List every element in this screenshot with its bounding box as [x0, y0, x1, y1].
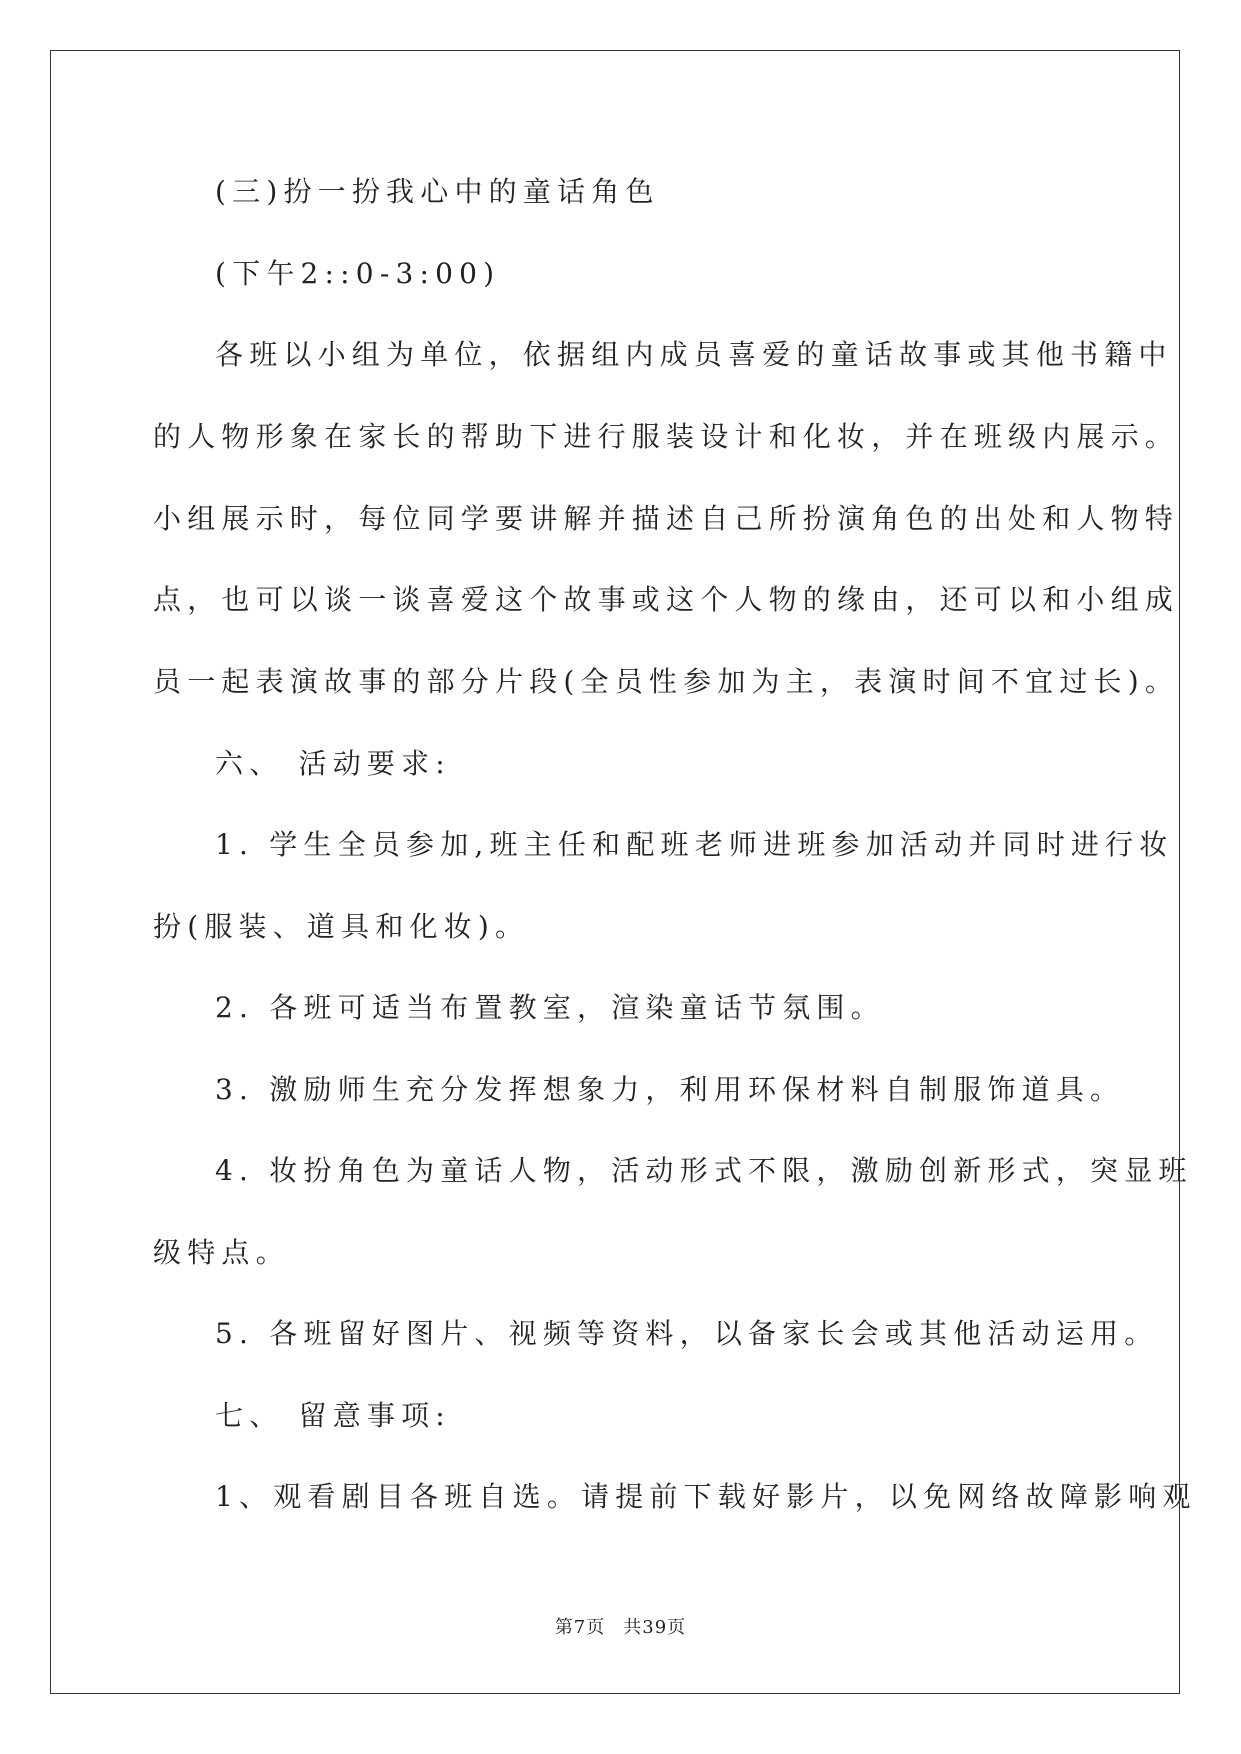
page-number: 第7页	[554, 1617, 606, 1638]
list-item-4: 4. 妆扮角色为童话人物，活动形式不限，激励创新形式，突显班	[215, 1154, 1193, 1187]
list-item-4-continued: 级特点。	[153, 1236, 290, 1269]
paragraph-line: 各班以小组为单位，依据组内成员喜爱的童话故事或其他书籍中	[215, 338, 1173, 371]
paragraph-line: 的人物形象在家长的帮助下进行服装设计和化妆，并在班级内展示。	[153, 420, 1180, 453]
section-heading-3: (三)扮一扮我心中的童话角色	[215, 175, 660, 208]
time-range: (下午2::0-3:00)	[215, 257, 501, 290]
list-item-2: 2. 各班可适当布置教室，渲染童话节氛围。	[215, 991, 885, 1024]
list-item-5: 5. 各班留好图片、视频等资料，以备家长会或其他活动运用。	[215, 1317, 1159, 1350]
notice-item-1: 1、观看剧目各班自选。请提前下载好影片，以免网络故障影响观	[215, 1480, 1197, 1513]
section-heading-6: 六、 活动要求:	[215, 747, 451, 780]
list-item-3: 3. 激励师生充分发挥想象力，利用环保材料自制服饰道具。	[215, 1073, 1125, 1106]
paragraph-line: 点，也可以谈一谈喜爱这个故事或这个人物的缘由，还可以和小组成	[153, 583, 1180, 616]
list-item-1: 1. 学生全员参加,班主任和配班老师进班参加活动并同时进行妆	[215, 828, 1174, 861]
paragraph-line: 小组展示时，每位同学要讲解并描述自己所扮演角色的出处和人物特	[153, 502, 1180, 535]
list-item-1-continued: 扮(服装、道具和化妆)。	[153, 910, 530, 943]
page-total: 共39页	[623, 1617, 687, 1638]
paragraph-line: 员一起表演故事的部分片段(全员性参加为主，表演时间不宜过长)。	[153, 665, 1180, 698]
page-footer	[0, 1616, 1241, 1640]
section-heading-7: 七、 留意事项:	[215, 1399, 451, 1432]
page-border	[50, 50, 1197, 1694]
